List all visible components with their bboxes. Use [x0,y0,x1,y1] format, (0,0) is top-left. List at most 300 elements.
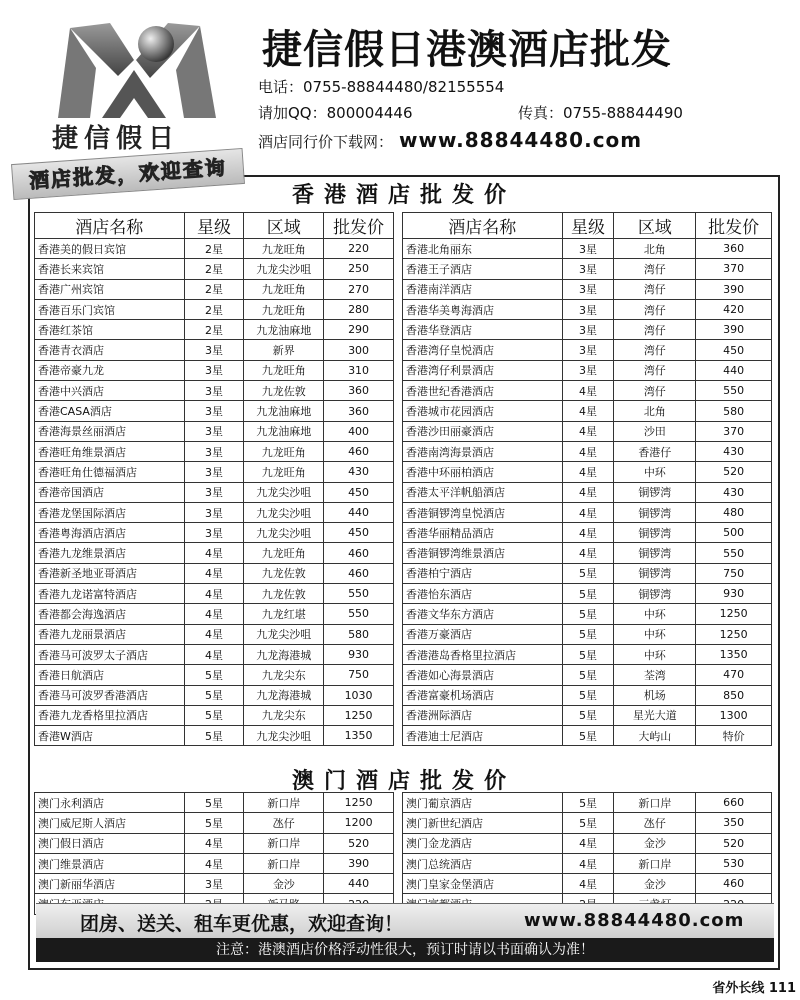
price: 550 [324,604,394,624]
price: 460 [324,441,394,461]
area: 九龙佐敦 [244,584,324,604]
hotel-name: 香港青衣酒店 [35,340,185,360]
table-row [35,360,394,380]
area: 中环 [614,462,696,482]
table-row [403,340,772,360]
star-rating: 2星 [184,259,244,279]
website-url[interactable]: www.88844480.com [399,128,643,152]
price: 1250 [696,624,772,644]
table-row [403,853,772,873]
star-rating: 4星 [184,624,244,644]
logo-emblem-icon [40,8,230,128]
price: 750 [324,665,394,685]
fax-line: 传真：0755-88844490 [518,104,683,122]
area: 新口岸 [244,853,324,873]
area: 九龙旺角 [244,279,324,299]
table-row [35,259,394,279]
slogan-banner: 酒店批发，欢迎查询 [11,148,245,200]
star-rating: 2星 [184,320,244,340]
price: 520 [696,462,772,482]
star-rating: 3星 [184,462,244,482]
star-rating: 4星 [562,381,614,401]
table-row [35,340,394,360]
area: 金沙 [614,833,696,853]
area: 九龙尖沙咀 [244,502,324,522]
star-rating: 3星 [184,360,244,380]
hotel-name: 香港迪士尼酒店 [403,726,563,746]
hotel-name: 香港中兴酒店 [35,381,185,401]
hotel-name: 香港如心海景酒店 [403,665,563,685]
hotel-name: 香港九龙香格里拉酒店 [35,705,185,725]
hotel-name: 澳门葡京酒店 [403,793,563,813]
hotel-name: 澳门永利酒店 [35,793,185,813]
hotel-name: 香港CASA酒店 [35,401,185,421]
price: 特价 [696,726,772,746]
star-rating: 4星 [562,523,614,543]
logo-text: 捷信假日 [52,124,181,154]
table-row [35,726,394,746]
hotel-name: 香港城市花园酒店 [403,401,563,421]
area: 新口岸 [244,793,324,813]
price: 270 [324,279,394,299]
area: 九龙尖沙咀 [244,726,324,746]
star-rating: 3星 [562,259,614,279]
hotel-name: 香港海景丝丽酒店 [35,421,185,441]
area: 九龙海港城 [244,644,324,664]
hotel-name: 香港帝豪九龙 [35,360,185,380]
promo-bar [36,903,774,938]
table-row [403,482,772,502]
hotel-name: 香港马可波罗香港酒店 [35,685,185,705]
area: 九龙尖沙咀 [244,482,324,502]
area: 铜锣湾 [614,543,696,563]
hotel-name: 香港北角丽东 [403,239,563,259]
star-rating: 4星 [562,441,614,461]
price: 930 [696,584,772,604]
star-rating: 3星 [562,340,614,360]
area: 金沙 [614,874,696,894]
macau-table-left [34,792,394,915]
price: 360 [324,401,394,421]
area: 荃湾 [614,665,696,685]
area: 九龙油麻地 [244,320,324,340]
col-header-star: 星级 [562,213,614,239]
table-row [35,239,394,259]
star-rating: 4星 [562,502,614,522]
col-header-price: 批发价 [324,213,394,239]
star-rating: 5星 [562,665,614,685]
area: 九龙尖东 [244,665,324,685]
price: 550 [696,381,772,401]
table-row [403,401,772,421]
price: 390 [696,279,772,299]
area: 铜锣湾 [614,523,696,543]
price: 440 [696,360,772,380]
price: 400 [324,421,394,441]
area: 湾仔 [614,299,696,319]
macau-section-title: 澳门酒店批发价 [291,769,516,794]
price: 1350 [324,726,394,746]
price: 360 [324,381,394,401]
star-rating: 5星 [562,685,614,705]
table-row [35,685,394,705]
price: 550 [324,584,394,604]
table-row [35,584,394,604]
star-rating: 5星 [562,793,614,813]
hotel-name: 澳门维景酒店 [35,853,185,873]
table-row [403,726,772,746]
table-row [403,502,772,522]
price: 500 [696,523,772,543]
price: 390 [324,853,394,873]
star-rating: 3星 [562,299,614,319]
hotel-name: 香港龙堡国际酒店 [35,502,185,522]
area: 北角 [614,239,696,259]
area: 九龙尖沙咀 [244,259,324,279]
area: 湾仔 [614,279,696,299]
star-rating: 4星 [184,604,244,624]
hotel-name: 香港百乐门宾馆 [35,299,185,319]
area: 湾仔 [614,340,696,360]
hk-table-right [402,212,772,746]
table-row [403,360,772,380]
price: 220 [324,239,394,259]
table-row [35,279,394,299]
area: 铜锣湾 [614,584,696,604]
price: 450 [324,482,394,502]
website-label: 酒店同行价下载网： [258,133,394,151]
star-rating: 3星 [184,401,244,421]
table-row [403,523,772,543]
area: 氹仔 [614,813,696,833]
area: 大屿山 [614,726,696,746]
hotel-name: 香港万豪酒店 [403,624,563,644]
price: 250 [324,259,394,279]
price: 550 [696,543,772,563]
star-rating: 2星 [184,239,244,259]
area: 香港仔 [614,441,696,461]
hotel-name: 香港世纪香港酒店 [403,381,563,401]
table-row [35,543,394,563]
star-rating: 4星 [562,853,614,873]
hotel-name: 香港美的假日宾馆 [35,239,185,259]
qq-line: 请加QQ：800004446 [258,104,413,122]
col-header-name: 酒店名称 [403,213,563,239]
area: 铜锣湾 [614,563,696,583]
price: 530 [696,853,772,873]
hotel-name: 香港长来宾馆 [35,259,185,279]
hotel-name: 香港华美粤海酒店 [403,299,563,319]
col-header-area: 区域 [614,213,696,239]
area: 氹仔 [244,813,324,833]
star-rating: 4星 [184,543,244,563]
hotel-name: 香港帝国酒店 [35,482,185,502]
star-rating: 3星 [562,279,614,299]
hotel-name: 香港南湾海景酒店 [403,441,563,461]
price: 290 [324,320,394,340]
hotel-name: 香港怡东酒店 [403,584,563,604]
star-rating: 2星 [184,279,244,299]
price: 930 [324,644,394,664]
area: 新口岸 [614,853,696,873]
price: 750 [696,563,772,583]
table-row [35,462,394,482]
area: 湾仔 [614,360,696,380]
phone-line: 电话：0755-88844480/82155554 [258,78,505,96]
area: 九龙红堪 [244,604,324,624]
hotel-name: 香港湾仔皇悦酒店 [403,340,563,360]
table-row [35,833,394,853]
area: 九龙佐敦 [244,563,324,583]
promo-url[interactable]: www.88844480.com [524,910,745,931]
price: 430 [324,462,394,482]
area: 九龙油麻地 [244,421,324,441]
area: 九龙油麻地 [244,401,324,421]
star-rating: 3星 [184,381,244,401]
table-row [35,874,394,894]
table-row [35,299,394,319]
hotel-name: 香港红茶馆 [35,320,185,340]
star-rating: 5星 [184,685,244,705]
star-rating: 4星 [184,833,244,853]
area: 九龙旺角 [244,441,324,461]
price: 1030 [324,685,394,705]
price: 470 [696,665,772,685]
star-rating: 4星 [562,833,614,853]
star-rating: 3星 [184,502,244,522]
area: 新口岸 [244,833,324,853]
area: 湾仔 [614,259,696,279]
area: 九龙旺角 [244,543,324,563]
area: 铜锣湾 [614,482,696,502]
area: 新口岸 [614,793,696,813]
area: 九龙旺角 [244,360,324,380]
area: 九龙旺角 [244,239,324,259]
star-rating: 2星 [184,299,244,319]
star-rating: 4星 [562,401,614,421]
area: 机场 [614,685,696,705]
area: 沙田 [614,421,696,441]
hotel-name: 澳门新丽华酒店 [35,874,185,894]
price: 1200 [324,813,394,833]
price: 390 [696,320,772,340]
table-row [403,441,772,461]
table-row [35,604,394,624]
price: 360 [696,239,772,259]
table-row [35,563,394,583]
star-rating: 5星 [562,644,614,664]
table-row [35,665,394,685]
price: 450 [324,523,394,543]
star-rating: 5星 [562,726,614,746]
area: 中环 [614,604,696,624]
star-rating: 4星 [562,421,614,441]
hotel-name: 香港都会海逸酒店 [35,604,185,624]
hotel-name: 香港华丽精品酒店 [403,523,563,543]
star-rating: 3星 [562,360,614,380]
hotel-name: 香港日航酒店 [35,665,185,685]
star-rating: 3星 [184,441,244,461]
table-row [403,813,772,833]
table-row [35,421,394,441]
table-row [35,441,394,461]
table-row [35,853,394,873]
table-row [35,502,394,522]
price: 310 [324,360,394,380]
star-rating: 3星 [184,340,244,360]
star-rating: 4星 [184,584,244,604]
hotel-name: 香港湾仔利景酒店 [403,360,563,380]
area: 铜锣湾 [614,502,696,522]
hotel-name: 香港港岛香格里拉酒店 [403,644,563,664]
hotel-name: 香港九龙维景酒店 [35,543,185,563]
table-row [35,644,394,664]
star-rating: 3星 [184,874,244,894]
star-rating: 4星 [184,853,244,873]
hotel-name: 澳门总统酒店 [403,853,563,873]
hotel-name: 香港王子酒店 [403,259,563,279]
area: 湾仔 [614,320,696,340]
price: 580 [696,401,772,421]
star-rating: 4星 [184,563,244,583]
col-header-name: 酒店名称 [35,213,185,239]
promo-text: 团房、送关、租车更优惠，欢迎查询！ [80,913,404,935]
hotel-name: 澳门威尼斯人酒店 [35,813,185,833]
hotel-name: 澳门金龙酒店 [403,833,563,853]
hotel-name: 香港新圣地亚哥酒店 [35,563,185,583]
website-line [258,128,642,152]
table-row [403,604,772,624]
table-row [403,705,772,725]
table-row [35,401,394,421]
area: 星光大道 [614,705,696,725]
price: 370 [696,421,772,441]
hotel-name: 香港柏宁酒店 [403,563,563,583]
table-row [403,665,772,685]
price: 370 [696,259,772,279]
star-rating: 4星 [184,644,244,664]
table-row [403,584,772,604]
hotel-name: 香港九龙丽景酒店 [35,624,185,644]
star-rating: 5星 [184,793,244,813]
star-rating: 5星 [184,726,244,746]
hotel-name: 香港华登酒店 [403,320,563,340]
hotel-name: 香港太平洋帆船酒店 [403,482,563,502]
area: 新界 [244,340,324,360]
star-rating: 4星 [562,482,614,502]
star-rating: 5星 [562,604,614,624]
star-rating: 5星 [562,624,614,644]
area: 九龙海港城 [244,685,324,705]
hotel-name: 香港沙田丽豪酒店 [403,421,563,441]
star-rating: 5星 [562,584,614,604]
area: 北角 [614,401,696,421]
table-row [403,563,772,583]
table-row [35,813,394,833]
table-row [35,793,394,813]
macau-table-right [402,792,772,915]
price: 660 [696,793,772,813]
table-row [403,421,772,441]
price: 1350 [696,644,772,664]
col-header-area: 区域 [244,213,324,239]
hotel-name: 香港旺角维景酒店 [35,441,185,461]
hotel-name: 澳门新世纪酒店 [403,813,563,833]
price: 1250 [324,705,394,725]
price: 440 [324,874,394,894]
table-row [403,320,772,340]
price: 300 [324,340,394,360]
star-rating: 5星 [184,705,244,725]
table-row [35,482,394,502]
price: 420 [696,299,772,319]
area: 九龙佐敦 [244,381,324,401]
hotel-name: 香港富豪机场酒店 [403,685,563,705]
table-row [403,299,772,319]
page-footer: 省外长线 111 [712,981,796,996]
area: 湾仔 [614,381,696,401]
area: 九龙尖沙咀 [244,624,324,644]
hotel-name: 香港文华东方酒店 [403,604,563,624]
table-row [403,624,772,644]
col-header-star: 星级 [184,213,244,239]
hotel-name: 香港广州宾馆 [35,279,185,299]
hk-section-title: 香港酒店批发价 [291,183,516,208]
table-row [403,874,772,894]
hotel-name: 香港旺角仕德福酒店 [35,462,185,482]
hotel-name: 香港洲际酒店 [403,705,563,725]
table-row [403,543,772,563]
price: 1250 [696,604,772,624]
table-row [403,644,772,664]
price: 480 [696,502,772,522]
notice-bar: 注意：港澳酒店价格浮动性很大，预订时请以书面确认为准！ [36,938,774,962]
star-rating: 4星 [562,874,614,894]
star-rating: 5星 [184,813,244,833]
table-row [403,462,772,482]
area: 中环 [614,624,696,644]
price: 460 [324,563,394,583]
page-title: 捷信假日港澳酒店批发 [262,27,672,73]
price: 580 [324,624,394,644]
price: 450 [696,340,772,360]
star-rating: 3星 [184,523,244,543]
price: 430 [696,482,772,502]
star-rating: 3星 [562,320,614,340]
star-rating: 5星 [562,563,614,583]
star-rating: 4星 [562,462,614,482]
star-rating: 3星 [184,421,244,441]
table-row [35,624,394,644]
table-row [403,239,772,259]
table-row [35,705,394,725]
area: 九龙旺角 [244,462,324,482]
area: 九龙尖沙咀 [244,523,324,543]
hk-table-left [34,212,394,746]
price: 520 [324,833,394,853]
table-row [403,279,772,299]
star-rating: 3星 [562,239,614,259]
price: 1250 [324,793,394,813]
price: 430 [696,441,772,461]
star-rating: 5星 [184,665,244,685]
star-rating: 3星 [184,482,244,502]
hotel-name: 香港中环丽柏酒店 [403,462,563,482]
table-row [403,685,772,705]
col-header-price: 批发价 [696,213,772,239]
hotel-name: 澳门皇家金堡酒店 [403,874,563,894]
table-row [35,523,394,543]
